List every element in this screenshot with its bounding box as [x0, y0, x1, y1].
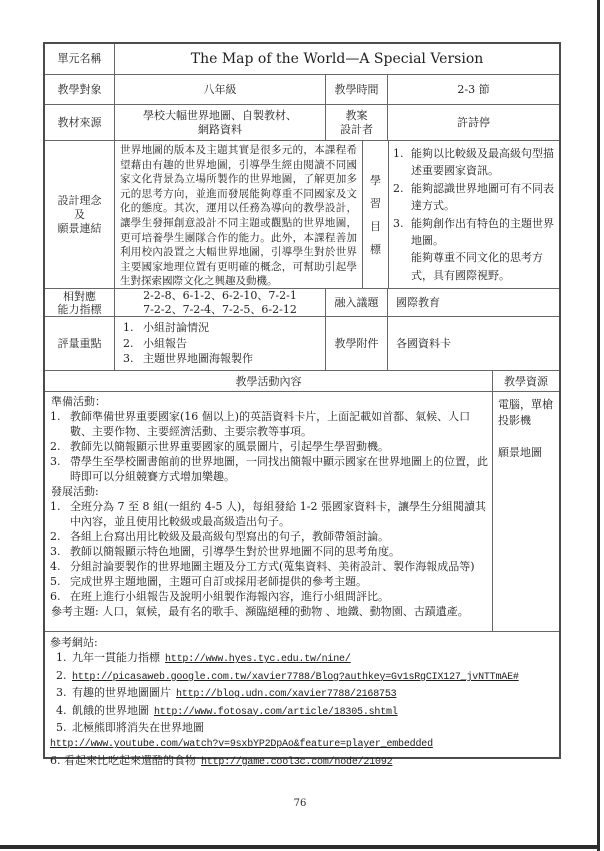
designer-label: 教案 設計者: [325, 105, 387, 140]
dev-activity-item: 3. 教師以簡報顯示特色地圖，引導學生對於世界地圖不同的思考角度。: [50, 545, 400, 558]
prep-activity-item: 3. 帶學生至學校圖書館前的世界地圖，一同找出簡報中顯示國家在世界地圖上的位置，此時即可以分組競賽方式增加樂趣。: [50, 455, 488, 483]
attachment-value: 各國資料卡: [387, 317, 559, 370]
issue-value: 國際教育: [387, 289, 559, 316]
website-item: 3. 有趣的世界地圖圖片 http://blog.udn.com/xavier7788/2168753: [56, 686, 397, 701]
website-item: [50, 735, 555, 752]
website-item: 1. 九年一貫能力指標 http://www.hyes.tyc.edu.tw/nine/: [56, 651, 351, 666]
website-link[interactable]: http://picasaweb.google.com.tw/xavier7788/Blog?authkey=Gv1sRgCIX127_jvNTTmAE#: [72, 671, 519, 683]
website-item: 5. 北極熊即將消失在世界地圖: [50, 720, 555, 735]
reference-topics: 參考主題: 人口，氣候，最有名的歌手、瀕臨絕種的動物 、地鐵、動物園、古蹟遺產。: [51, 605, 469, 618]
goal-item: 3. 能夠創作出有特色的主題世界地圖。: [393, 216, 554, 248]
prep-activity-item: 2. 教師先以簡報顯示世界重要國家的風景圖片，引起學生學習動機。: [50, 440, 389, 453]
attachment-label: 教學附件: [325, 317, 387, 370]
website-label: 飢餓的世界地圖: [72, 703, 149, 717]
dev-activity-item: 4. 分組討論要製作的世界地圖主題及分工方式(蒐集資料、美術設計、製作海報成品等): [50, 560, 475, 573]
website-item: 6. 看起來比吃起來還酷的食物 http://game.cool3c.com/node/21092: [50, 753, 393, 768]
resource-spacer: [498, 429, 557, 445]
assessment-list: [114, 317, 325, 370]
time-value: 2-3 節: [387, 75, 559, 104]
learning-goal-label: 學 習 目 標: [362, 141, 388, 288]
prep-activities-title: 準備活動：: [51, 395, 106, 408]
designer-value: 許詩停: [387, 105, 559, 140]
material-label: 教材來源: [57, 115, 102, 129]
audience-label: 教學對象: [57, 82, 102, 96]
website-link[interactable]: http://www.fotosay.com/article/18305.shtml: [154, 706, 398, 718]
page-edge-bottom: [0, 845, 600, 849]
teaching-resources: [492, 392, 559, 631]
row-indicators-issue: [45, 288, 559, 316]
website-item: 4. 飢餓的世界地圖 http://www.fotosay.com/article/18305.shtml: [56, 703, 398, 718]
activity-content: [45, 392, 492, 631]
audience-value: 八年級: [114, 75, 325, 104]
dev-activity-item: 2. 各組上台寫出用比較級及最高級句型寫出的句子，教師帶領討論。: [50, 530, 389, 543]
goal-item: 1. 能夠以比較級及最高級句型描述重要國家資訊。: [393, 147, 554, 178]
assessment-item: 2. 小組報告: [123, 336, 187, 350]
teaching-resource-header: 教學資源: [492, 371, 559, 391]
unit-name-value: The Map of the World—A Special Version: [114, 44, 559, 74]
dev-activity-item: 6. 在班上進行小組報告及說明小組製作海報內容，進行小組間評比。: [50, 590, 389, 603]
row-unit-name: [45, 44, 559, 74]
row-section-headers: [45, 370, 559, 391]
website-link[interactable]: http://www.youtube.com/watch?v=9sxbYP2DpAo&feature=player_embedded: [50, 739, 433, 751]
dev-activity-item: 5. 完成世界主題地圖，主題可自訂或採用老師提供的參考主題。: [50, 575, 367, 588]
row-audience-time: [45, 74, 559, 104]
prep-activity-item: 1. 教師準備世界重要國家(16 個以上)的英語資料卡片，上面記載如首都、氣候、人口數、主要作物、主要經濟活動、主要宗教等事項。: [50, 410, 471, 438]
row-design-goals: [45, 140, 559, 288]
indicator-codes: 2-2-8、6-1-2、6-2-10、7-2-1 7-2-2、7-2-4、7-2-5、6-2-12: [114, 289, 325, 316]
assessment-item: 1. 小組討論情況: [123, 321, 209, 334]
website-label: 有趣的世界地圖圖片: [72, 686, 171, 700]
indicator-label: 相對應 能力指標: [57, 289, 102, 316]
activity-content-header: 教學活動內容: [235, 375, 302, 388]
website-label: 看起來比吃起來還酷的食物: [64, 753, 196, 767]
design-concept-text: 世界地圖的版本及主題其實是很多元的，本課程希望藉由有趣的世界地圖，引導學生經由閱讀不同國家文化背景為立場所製作的世界地圖，了解更加多元的思考方向，並進而發展能夠尊重不同國家及文化的態度。其次，運用以任務為導向的教學設計，讓學生發揮創意設計不同主題或觀點的世界地圖，更可培養學生團隊合作的能力。此外，本課程善加利用校內設置之大幅世界地圖，引導學生對於世界主要國家地理位置有更明確的概念，可幫助引起學生對探索國際文化之興趣及動機。: [114, 141, 362, 288]
resource-item: 願景地圖: [498, 446, 542, 459]
resource-item: 電腦，單槍投影機: [498, 398, 553, 427]
dev-activity-item: 1. 全班分為 7 至 8 組(一組約 4-5 人)，每組發給 1-2 張國家資料卡，讓學生分組閱讀其中內容，並且使用比較級或最高級造出句子。: [50, 500, 486, 528]
website-link[interactable]: http://www.hyes.tyc.edu.tw/nine/: [165, 654, 351, 666]
dev-activities-title: 發展活動:: [51, 485, 99, 498]
website-link[interactable]: http://game.cool3c.com/node/21092: [201, 756, 393, 768]
row-activities-resources: [45, 391, 559, 631]
goal-item: 能夠尊重不同文化的思考方式，具有國際視野。: [411, 251, 543, 282]
design-concept-label: 設計理念 及 願景連結: [57, 193, 102, 235]
learning-goal-list: [388, 141, 559, 288]
row-reference-websites: [45, 631, 559, 768]
lesson-plan-table: [43, 42, 561, 768]
row-material-designer: [45, 104, 559, 140]
unit-name-label: 單元名稱: [57, 52, 102, 65]
page-number: 76: [293, 798, 307, 809]
page-edge-right: [597, 0, 600, 851]
issue-label: 融入議題: [325, 289, 387, 316]
material-value: 學校大幅世界地圖、自製教材、 網路資料: [114, 105, 325, 140]
website-link[interactable]: http://blog.udn.com/xavier7788/2168753: [176, 689, 397, 701]
reference-websites: [45, 632, 559, 768]
time-label: 教學時間: [325, 75, 387, 104]
assessment-label: 評量重點: [57, 336, 102, 350]
assessment-item: 3. 主題世界地圖海報製作: [123, 352, 253, 365]
website-label: 九年一貫能力指標: [72, 651, 160, 665]
website-label: 北極熊即將消失在世界地圖: [72, 721, 204, 735]
goal-item: 2. 能夠認識世界地圖可有不同表達方式。: [393, 181, 554, 213]
row-assessment-attachment: [45, 316, 559, 370]
websites-title: 參考網站:: [50, 636, 98, 649]
website-item: 2. http://picasaweb.google.com.tw/xavier7788/Blog?authkey=Gv1sRgCIX127_jvNTTmAE#: [56, 668, 519, 683]
